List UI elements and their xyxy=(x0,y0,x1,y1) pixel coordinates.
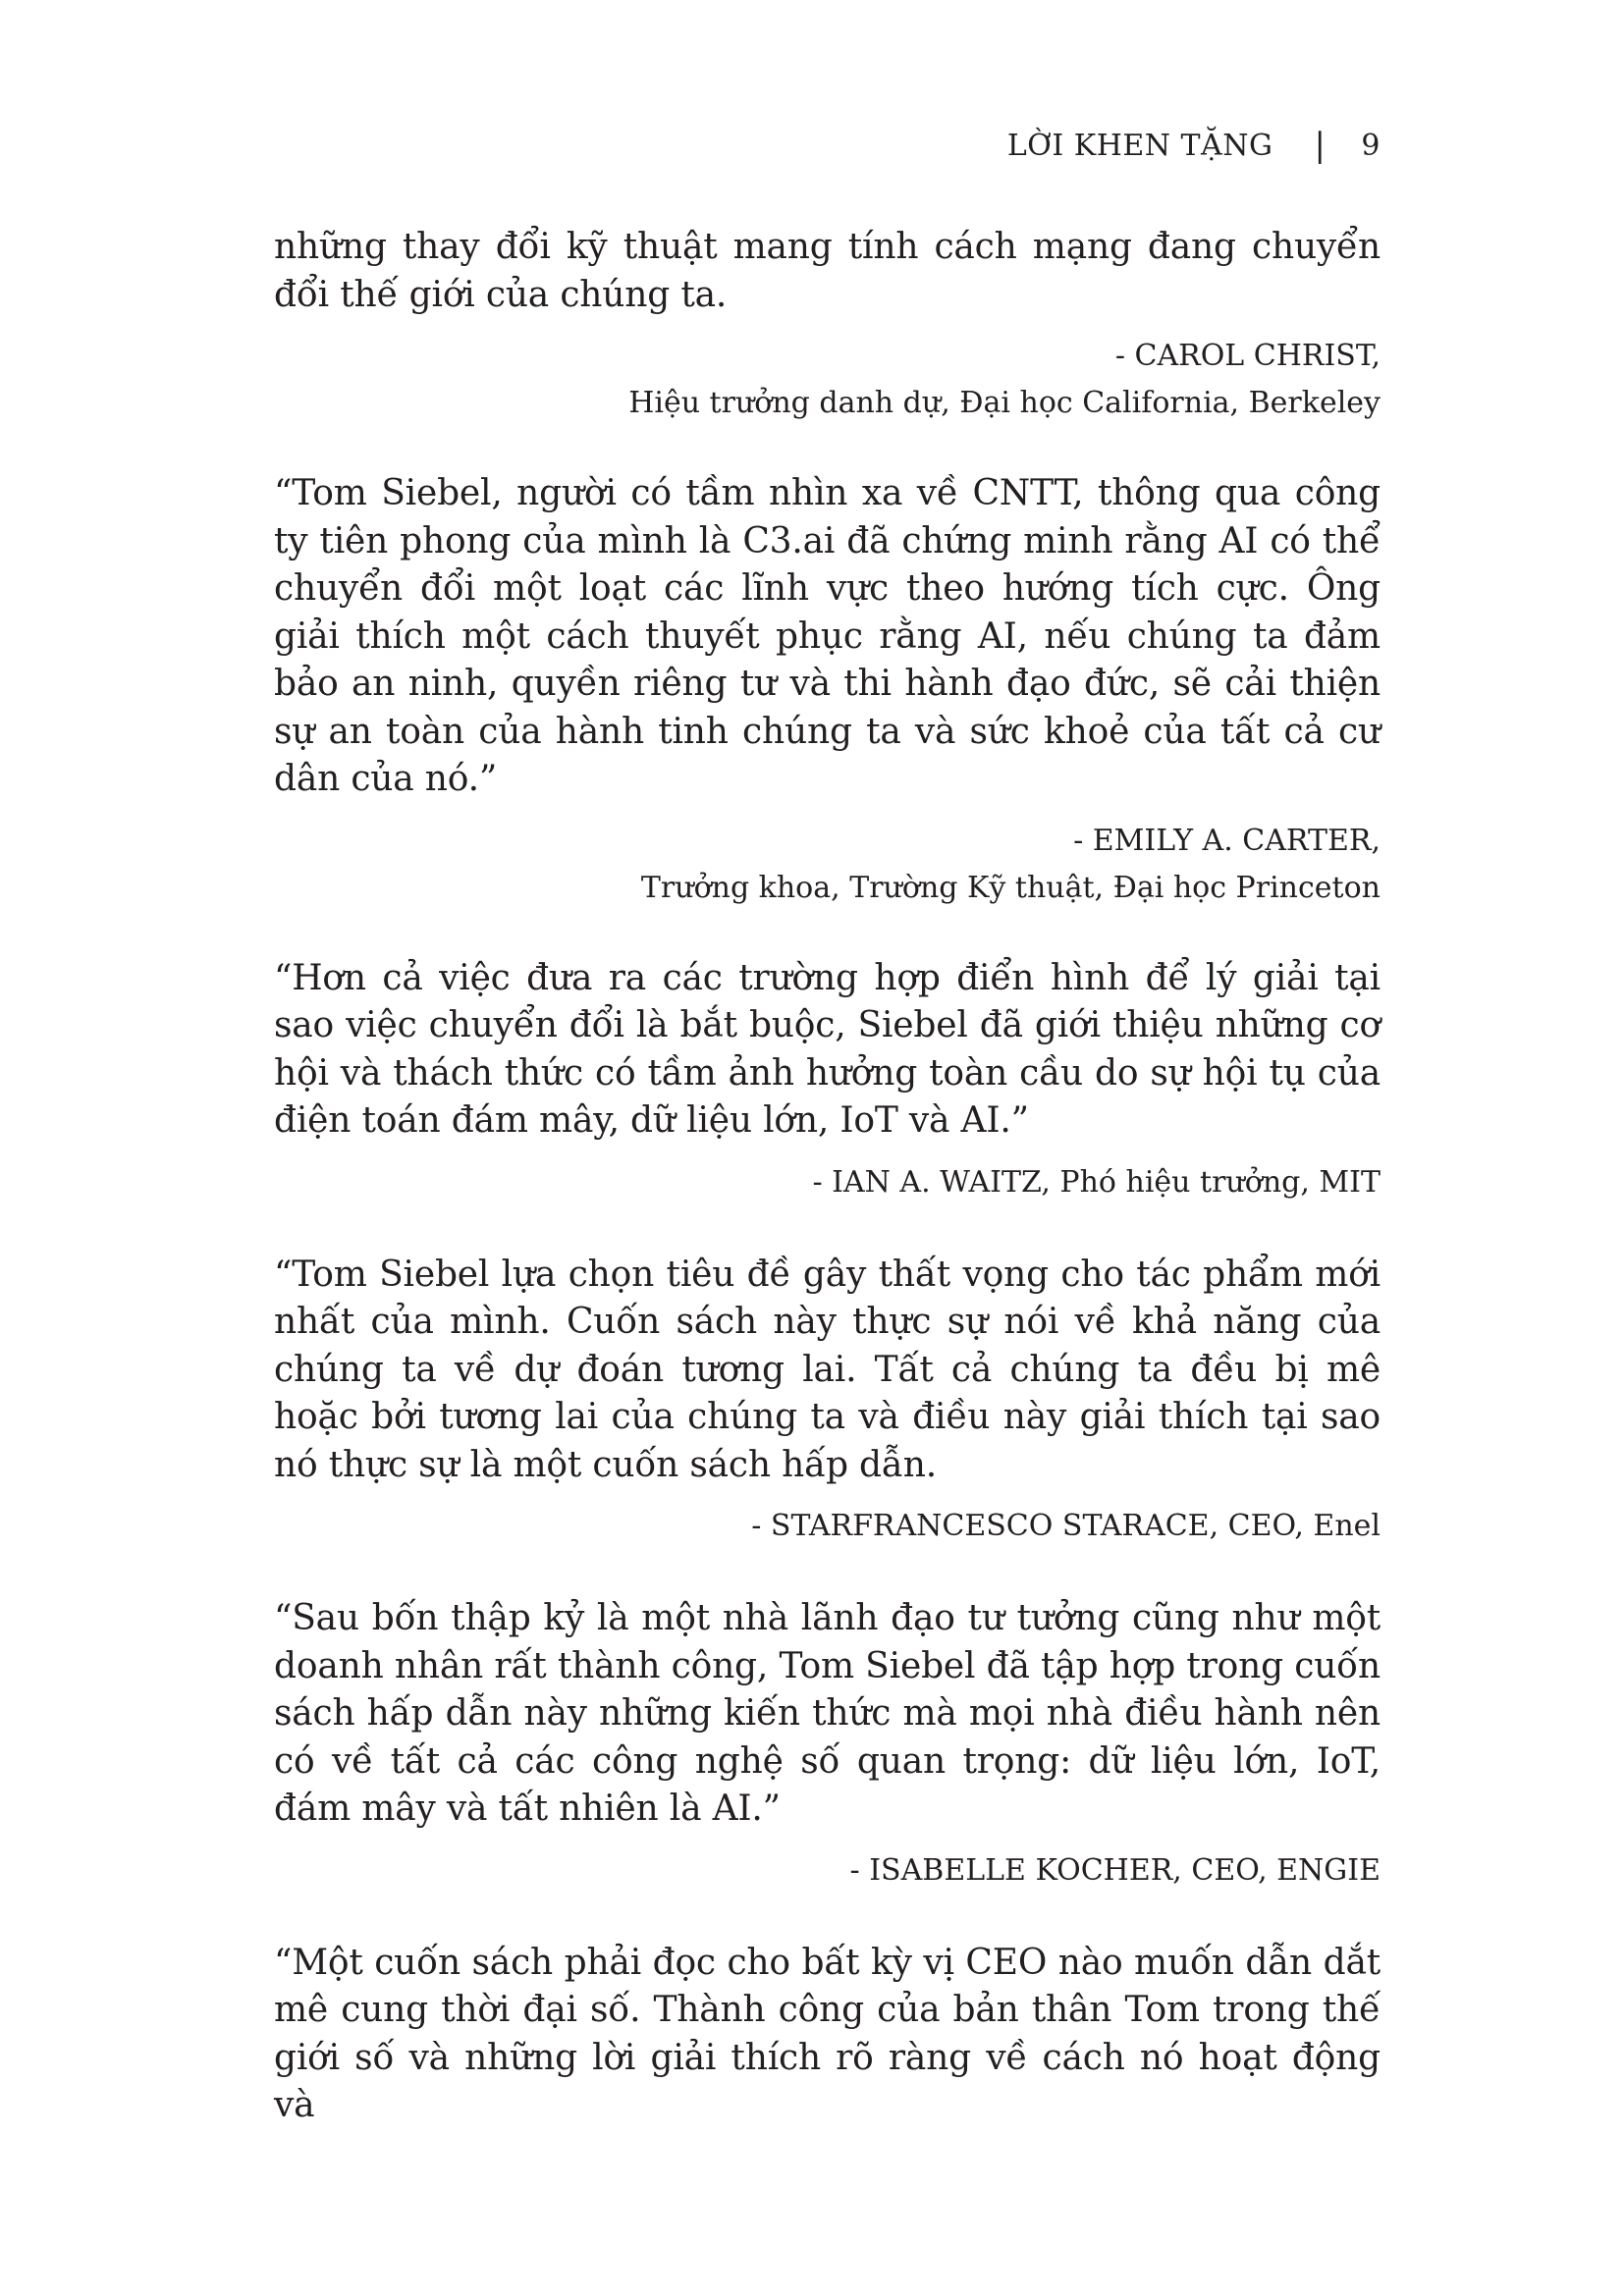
testimonial-attribution xyxy=(274,1503,1380,1550)
page-number: 9 xyxy=(1361,128,1380,163)
testimonial-attribution xyxy=(274,1847,1380,1895)
testimonial-text: “Hơn cả việc đưa ra các trường hợp điển hình để lý giải tại sao việc chuyển đổi là bắt buộc, Siebel đã giới thiệu những cơ hội và thách thức có tầm ảnh hưởng toàn cầu do sự hội tụ của điện toán đám mây, dữ liệu lớn, IoT và AI.” xyxy=(274,957,1380,1141)
testimonial-text: “Sau bốn thập kỷ là một nhà lãnh đạo tư tưởng cũng như một doanh nhân rất thành công, Tom Siebel đã tập hợp trong cuốn sách hấp dẫn này những kiến thức mà mọi nhà điều hành nên có về tất cả các công nghệ số quan trọng: dữ liệu lớn, IoT, đám mây và tất nhiên là AI.” xyxy=(274,1598,1380,1829)
attribution-role: Hiệu trưởng danh dự, Đại học California, Berkeley xyxy=(628,386,1380,420)
spacer xyxy=(274,427,1380,470)
testimonial-text: “Một cuốn sách phải đọc cho bất kỳ vị CEO nào muốn dẫn dắt mê cung thời đại số. Thành công của bản thân Tom trong thế giới số và những lời giải thích rõ ràng về cách nó hoạt động và xyxy=(274,1942,1380,2125)
attribution-name: - ISABELLE KOCHER, CEO, ENGIE xyxy=(849,1852,1380,1888)
testimonial-text: “Tom Siebel lựa chọn tiêu đề gây thất vọng cho tác phẩm mới nhất của mình. Cuốn sách này thực sự nói về khả năng của chúng ta về dự đoán tương lai. Tất cả chúng ta đều bị mê hoặc bởi tương lai của chúng ta và điều này giải thích tại sao nó thực sự là một cuốn sách hấp dẫn. xyxy=(274,1254,1380,1485)
spacer xyxy=(274,1895,1380,1940)
testimonial-text: “Tom Siebel, người có tầm nhìn xa về CNTT, thông qua công ty tiên phong của mình là C3.ai đã chứng minh rằng AI có thể chuyển đổi một loạt các lĩnh vực theo hướng tích cực. Ông giải thích một cách thuyết phục rằng AI, nếu chúng ta đảm bảo an ninh, quyền riêng tư và thi hành đạo đức, sẽ cải thiện sự an toàn của hành tinh chúng ta và sức khoẻ của tất cả cư dân của nó.” xyxy=(274,473,1380,799)
testimonial-text: những thay đổi kỹ thuật mang tính cách mạng đang chuyển đổi thế giới của chúng ta. xyxy=(274,227,1380,315)
running-header xyxy=(1007,126,1380,165)
attribution-name: - EMILY A. CARTER, xyxy=(1073,823,1380,858)
attribution-role: Trưởng khoa, Trường Kỹ thuật, Đại học Princeton xyxy=(640,870,1380,905)
chapter-title: LỜI KHEN TẶNG xyxy=(1006,128,1273,163)
spacer xyxy=(274,912,1380,955)
testimonial-attribution xyxy=(274,818,1380,912)
attribution-name: - CAROL CHRIST, xyxy=(1114,339,1380,373)
header-separator: | xyxy=(1314,126,1326,165)
testimonial-attribution xyxy=(274,1159,1380,1206)
attribution-name: - STARFRANCESCO STARACE, CEO, Enel xyxy=(751,1509,1380,1543)
attribution-name: - IAN A. WAITZ, Phó hiệu trưởng, MIT xyxy=(812,1164,1380,1200)
spacer xyxy=(274,1550,1380,1595)
page-body xyxy=(274,224,1380,2130)
testimonial-attribution xyxy=(274,333,1380,427)
spacer xyxy=(274,1206,1380,1252)
